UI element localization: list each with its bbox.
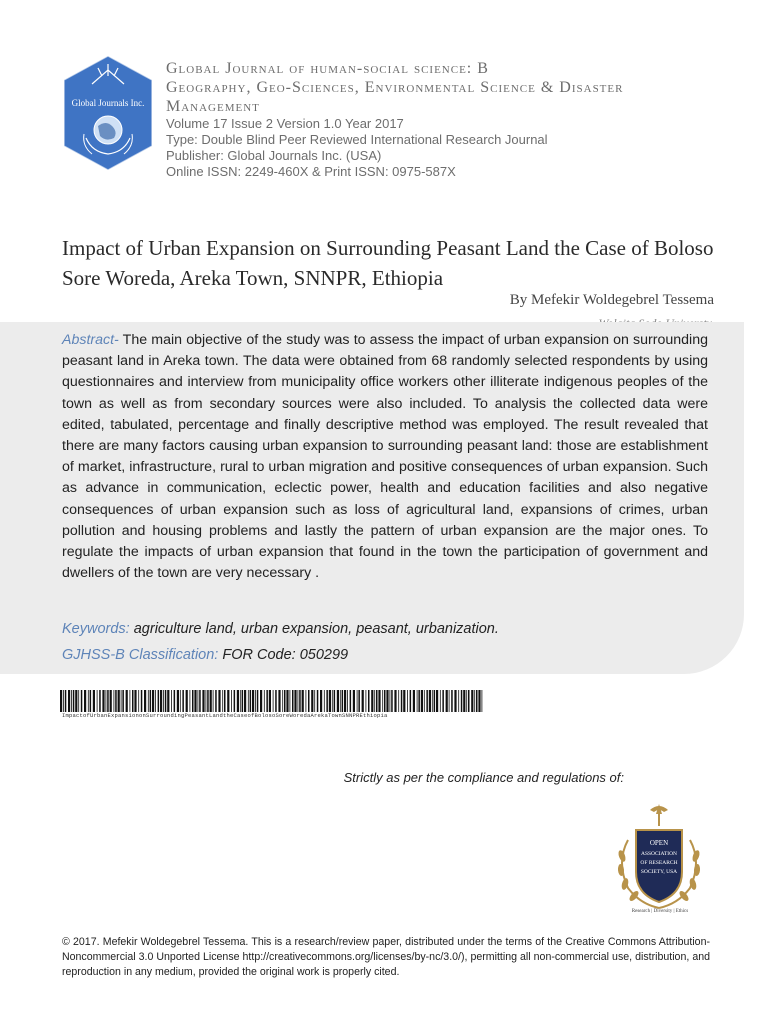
barcode-bar: [121, 690, 122, 712]
barcode-bar: [306, 690, 307, 712]
barcode-bar: [224, 690, 226, 712]
barcode-bar: [248, 690, 249, 712]
barcode-bar: [386, 690, 388, 712]
barcode-bar: [180, 690, 181, 712]
barcode-bar: [152, 690, 154, 712]
logo-text: Global Journals Inc.: [71, 98, 145, 108]
journal-subtitle-cont: Management: [166, 98, 260, 115]
barcode-bar: [215, 690, 217, 712]
barcode-bar: [357, 690, 358, 712]
barcode: [60, 690, 484, 712]
barcode-bar: [432, 690, 433, 712]
barcode-bar: [264, 690, 265, 712]
barcode-bar: [434, 690, 436, 712]
barcode-bar: [398, 690, 399, 712]
barcode-bar: [332, 690, 333, 712]
barcode-bar: [81, 690, 83, 712]
barcode-bar: [458, 690, 459, 712]
barcode-bar: [198, 690, 199, 712]
barcode-bar: [410, 690, 412, 712]
barcode-bar: [390, 690, 391, 712]
barcode-bar: [358, 690, 360, 712]
barcode-bar: [99, 690, 101, 712]
barcode-bar: [192, 690, 194, 712]
barcode-bar: [84, 690, 86, 712]
barcode-bar: [106, 690, 107, 712]
barcode-bar: [242, 690, 244, 712]
barcode-bar: [368, 690, 370, 712]
publisher: Publisher: Global Journals Inc. (USA): [166, 148, 382, 163]
barcode-bar: [75, 690, 77, 712]
barcode-bar: [278, 690, 280, 712]
barcode-bar: [329, 690, 331, 712]
barcode-bar: [308, 690, 310, 712]
barcode-text: ImpactofUrbanExpansiononSurroundingPeasantLandtheCaseofBolosoSoreWoredaArekaTownSNNPREthiopia: [62, 712, 388, 719]
keywords-text: agriculture land, urban expansion, peasant, urbanization.: [129, 621, 499, 637]
barcode-bar: [342, 690, 344, 712]
barcode-bar: [71, 690, 72, 712]
barcode-bar: [90, 690, 92, 712]
barcode-bar: [461, 690, 463, 712]
barcode-bar: [252, 690, 254, 712]
barcode-bar: [266, 690, 268, 712]
barcode-bar: [454, 690, 456, 712]
barcode-bar: [394, 690, 396, 712]
barcode-bar: [63, 690, 64, 712]
paper-title: Impact of Urban Expansion on Surrounding Peasant Land the Case of Boloso Sore Woreda, Areka Town, SNNPR, Ethiopia: [62, 236, 714, 290]
barcode-bar: [269, 690, 271, 712]
barcode-bar: [148, 690, 149, 712]
barcode-bar: [391, 690, 393, 712]
barcode-bar: [207, 690, 209, 712]
barcode-bar: [466, 690, 467, 712]
classification-label: GJHSS-B Classification:: [62, 647, 219, 663]
barcode-bar: [182, 690, 184, 712]
barcode-bar: [132, 690, 134, 712]
barcode-bar: [317, 690, 319, 712]
barcode-bar: [311, 690, 313, 712]
barcode-bar: [177, 690, 179, 712]
barcode-bar: [174, 690, 176, 712]
barcode-bar: [134, 690, 136, 712]
barcode-bar: [294, 690, 296, 712]
barcode-bar: [194, 690, 196, 712]
barcode-bar: [186, 690, 188, 712]
barcode-bar: [436, 690, 438, 712]
barcode-bar: [190, 690, 191, 712]
barcode-bar: [163, 690, 164, 712]
barcode-bar: [382, 690, 383, 712]
seal-line-1: OPEN: [649, 839, 669, 847]
classification-text: FOR Code: 050299: [218, 647, 349, 663]
barcode-bar: [413, 690, 415, 712]
barcode-bar: [114, 690, 115, 712]
author: By Mefekir Woldegebrel Tessema: [509, 292, 714, 308]
barcode-bar: [60, 690, 62, 712]
barcode-bar: [255, 690, 256, 712]
journal-title: Global Journal of human-social science: B: [166, 60, 489, 77]
barcode-bar: [418, 690, 420, 712]
global-journals-logo: [62, 54, 154, 172]
issn: Online ISSN: 2249-460X & Print ISSN: 0975-587X: [166, 164, 456, 179]
barcode-bar: [78, 690, 79, 712]
barcode-bar: [362, 690, 364, 712]
barcode-bar: [282, 690, 283, 712]
barcode-bar: [165, 690, 167, 712]
compliance-note: Strictly as per the compliance and regulations of:: [343, 770, 624, 785]
abstract-label: Abstract-: [62, 332, 119, 348]
barcode-bar: [334, 690, 336, 712]
barcode-bar: [284, 690, 286, 712]
barcode-bar: [158, 690, 160, 712]
keywords-label: Keywords:: [62, 621, 130, 637]
barcode-bar: [421, 690, 423, 712]
journal-subtitle: Geography, Geo-Sciences, Environmental Science & Disaster: [166, 79, 624, 96]
volume-info: Volume 17 Issue 2 Version 1.0 Year 2017: [166, 116, 404, 131]
barcode-bar: [155, 690, 156, 712]
barcode-bar: [171, 690, 172, 712]
barcode-bar: [97, 690, 98, 712]
barcode-bar: [463, 690, 465, 712]
barcode-bar: [326, 690, 328, 712]
seal-caption: Research | Diversity | Ethics: [631, 909, 689, 914]
barcode-bar: [384, 690, 386, 712]
barcode-bar: [130, 690, 131, 712]
barcode-bar: [102, 690, 104, 712]
barcode-bar: [68, 690, 70, 712]
barcode-bar: [371, 690, 373, 712]
barcode-bar: [292, 690, 294, 712]
barcode-bar: [150, 690, 152, 712]
barcode-bar: [340, 690, 341, 712]
barcode-bar: [222, 690, 223, 712]
barcode-bar: [93, 690, 95, 712]
classification: [62, 647, 348, 663]
barcode-bar: [234, 690, 236, 712]
barcode-bar: [122, 690, 124, 712]
barcode-bar: [240, 690, 241, 712]
barcode-bar: [350, 690, 352, 712]
barcode-bar: [115, 690, 117, 712]
barcode-bar: [65, 690, 67, 712]
barcode-bar: [366, 690, 367, 712]
barcode-bar: [442, 690, 444, 712]
barcode-bar: [231, 690, 232, 712]
barcode-bar: [213, 690, 214, 712]
barcode-bar: [88, 690, 89, 712]
barcode-bar: [202, 690, 204, 712]
barcode-bar: [446, 690, 448, 712]
barcode-bar: [337, 690, 339, 712]
barcode-bar: [144, 690, 146, 712]
barcode-bar: [471, 690, 473, 712]
barcode-bar: [449, 690, 450, 712]
journal-header: [166, 60, 726, 180]
barcode-bar: [286, 690, 288, 712]
barcode-bar: [324, 690, 325, 712]
barcode-bar: [298, 690, 299, 712]
barcode-bar: [167, 690, 169, 712]
barcode-bar: [401, 690, 403, 712]
barcode-bar: [107, 690, 109, 712]
barcode-bar: [403, 690, 405, 712]
barcode-bar: [426, 690, 428, 712]
open-association-seal: [606, 800, 712, 922]
barcode-bar: [482, 690, 483, 712]
seal-line-4: SOCIETY, USA: [640, 869, 678, 875]
barcode-bar: [451, 690, 453, 712]
barcode-bar: [210, 690, 212, 712]
barcode-bar: [227, 690, 229, 712]
barcode-bar: [302, 690, 304, 712]
copyright-notice: © 2017. Mefekir Woldegebrel Tessema. This is a research/review paper, distributed under the terms of the Creative Commons Attribution-Noncommercial 3.0 Unported License http://creativecommons.org/licenses/by-nc/3.0/), permitting all non-commercial use, distribution, and reproduction in any medium, provided the original work is properly cited.: [62, 936, 710, 978]
barcode-bar: [206, 690, 207, 712]
barcode-bar: [476, 690, 478, 712]
barcode-bar: [440, 690, 441, 712]
barcode-bar: [429, 690, 431, 712]
barcode-bar: [376, 690, 378, 712]
barcode-bar: [478, 690, 480, 712]
barcode-bar: [275, 690, 277, 712]
barcode-bar: [160, 690, 162, 712]
barcode-bar: [378, 690, 380, 712]
barcode-bar: [73, 690, 75, 712]
barcode-bar: [347, 690, 348, 712]
barcode-bar: [257, 690, 259, 712]
barcode-bar: [424, 690, 425, 712]
barcode-bar: [468, 690, 470, 712]
seal-line-3: OF RESEARCH: [640, 860, 678, 866]
barcode-bar: [237, 690, 239, 712]
barcode-bar: [290, 690, 291, 712]
keywords: [62, 621, 499, 637]
barcode-bar: [314, 690, 315, 712]
journal-type: Type: Double Blind Peer Reviewed International Research Journal: [166, 132, 548, 147]
barcode-bar: [407, 690, 408, 712]
barcode-bar: [299, 690, 301, 712]
seal-line-2: ASSOCIATION: [640, 851, 678, 857]
barcode-bar: [320, 690, 322, 712]
abstract: [62, 330, 708, 584]
barcode-bar: [110, 690, 112, 712]
barcode-bar: [244, 690, 246, 712]
barcode-bar: [374, 690, 375, 712]
barcode-bar: [353, 690, 355, 712]
barcode-bar: [417, 690, 418, 712]
barcode-bar: [344, 690, 346, 712]
barcode-bar: [138, 690, 139, 712]
barcode-bar: [199, 690, 201, 712]
barcode-bar: [474, 690, 475, 712]
barcode-bar: [260, 690, 262, 712]
barcode-bar: [250, 690, 252, 712]
barcode-bar: [141, 690, 143, 712]
barcode-bar: [126, 690, 128, 712]
barcode-bar: [273, 690, 274, 712]
abstract-text: The main objective of the study was to assess the impact of urban expansion on surrounding peasant land in Areka town. The data were obtained from 68 randomly selected respondents by using questionnaires and interview from municipality office workers other illiterate indigenous peoples of the town as well as from secondary sources were also included. To analysis the collected data were edited, tabulated, percentage and finally descriptive method was employed. The result revealed that there are many factors causing urban expansion to surrounding peasant land: those are establishment of market, infrastructure, rural to urban migration and positive consequences of urban expansion. Such as advance in communication, eclectic power, health and education facilities and also negative consequences of urban expansion such as loss of agricultural land, expansions of crimes, urban pollution and housing problems and lastly the pattern of urban expansion are the major ones. To regulate the impacts of urban expansion that found in the town the participation of government and dwellers of the town are very necessary .: [62, 332, 708, 582]
barcode-bar: [218, 690, 220, 712]
barcode-bar: [118, 690, 120, 712]
